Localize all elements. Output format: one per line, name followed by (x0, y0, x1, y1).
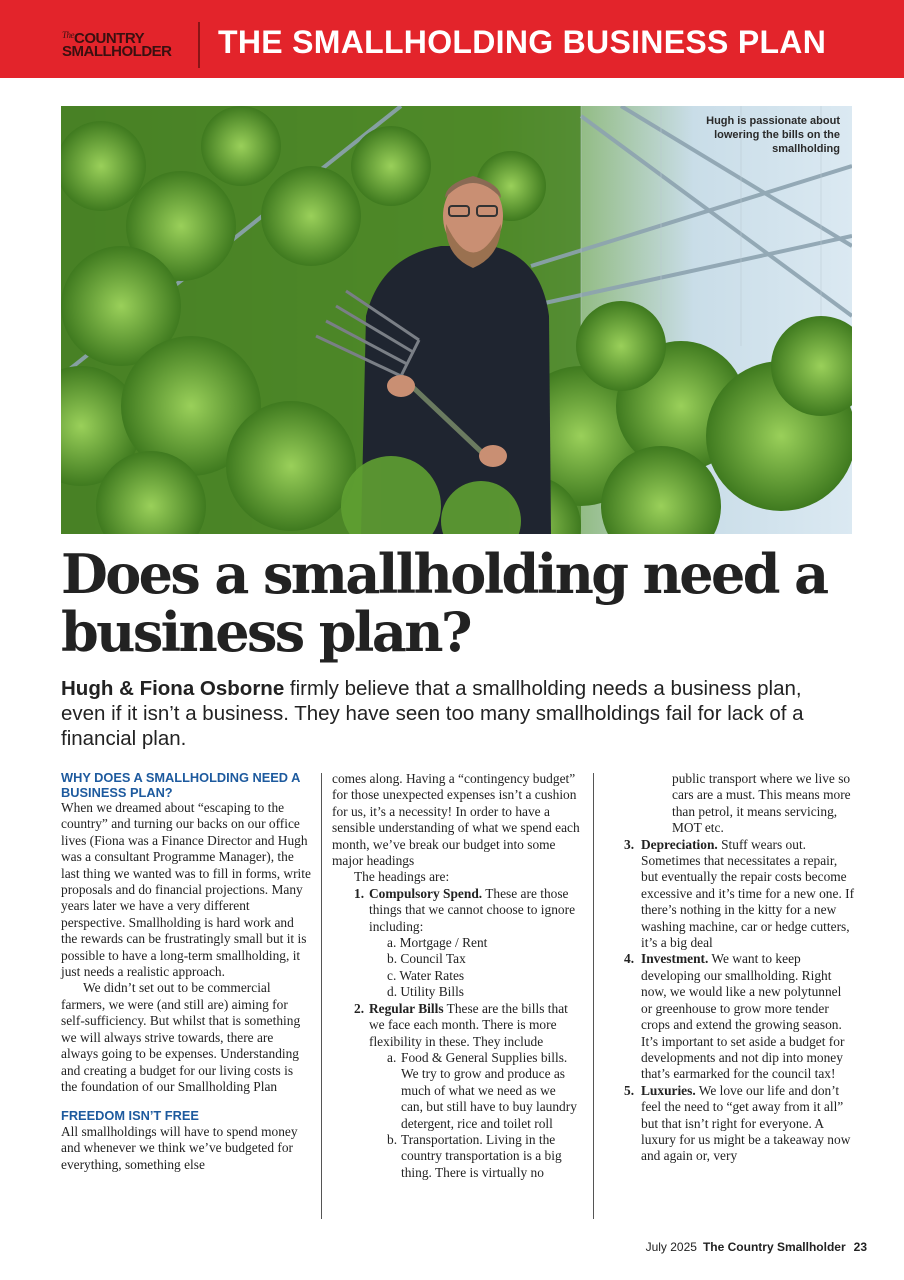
logo-the: The (62, 30, 74, 40)
issue-date: July 2025 (645, 1240, 697, 1254)
photo-illustration (61, 106, 852, 534)
list-item-compulsory (332, 886, 580, 935)
column-3 (624, 771, 855, 1165)
sub-list-item: d. Utility Bills (387, 984, 465, 1000)
list-number: 4. (624, 951, 635, 967)
paragraph: comes along. Having a “contingency budget” for those unexpected expenses isn’t a cushion for us, it’s a necessity! In order to have a sensible understanding of what we spend each month, we’ve break our budget into some major headings (332, 771, 580, 869)
sub-list-letter: a. (387, 1049, 397, 1065)
subhead-freedom: FREEDOM ISN’T FREE (61, 1108, 199, 1124)
hero-photo (61, 106, 852, 534)
list-item-text: Stuff wears out. Sometimes that necessitates a repair, but eventually the repair costs become excessive and it’s time for a new one. If there’s nothing in the kitty for a new washing machine, car or hedge cutters, it’s a big deal (641, 836, 855, 951)
list-item-title: Regular Bills (369, 1000, 444, 1016)
paragraph: All smallholdings will have to spend money and whenever we think we’ve budgeted for everything, something else (61, 1123, 298, 1172)
sub-list-item: b. Council Tax (387, 951, 466, 967)
list-item-text: We want to keep developing our smallholding. Right now, we would like a new polytunnel or greenhouse to grow more tender crops and extend the growing season. It’s important to set aside a budget for developments and not dip into money that’s earmarked for the council tax! (641, 951, 845, 1082)
logo-line-1: COUNTRY (74, 30, 145, 47)
list-item-luxuries (624, 1082, 855, 1165)
standfirst-authors: Hugh & Fiona Osborne (61, 677, 285, 700)
header-divider (198, 22, 200, 68)
standfirst-text: firmly believe that a smallholding needs a business plan, even if it isn’t a business. They have seen too many smallholdings fail for lack of a financial plan. (61, 677, 804, 750)
logo-line-2: SMALLHOLDER (62, 43, 172, 60)
list-item-text: These are those things that we cannot choose to ignore including: (369, 885, 576, 934)
column-rule (321, 773, 322, 1219)
list-number: 5. (624, 1082, 635, 1098)
sub-list-letter: b. (387, 1131, 398, 1147)
subhead-why: WHY DOES A SMALLHOLDING NEED A BUSINESS PLAN? (61, 770, 300, 800)
sub-list-item-food (332, 1050, 580, 1132)
list-item-title: Investment. (641, 951, 709, 967)
column-2 (332, 771, 580, 1181)
list-number: 2. (354, 1000, 365, 1016)
photo-caption: Hugh is passionate about lowering the bills on the smallholding (706, 115, 840, 155)
list-item-depreciation (624, 836, 855, 952)
section-title: THE SMALLHOLDING BUSINESS PLAN (218, 24, 827, 60)
sub-list-text: Food & General Supplies bills. We try to grow and produce as much of what we need as we can, but still have to buy laundry detergent, rice and toilet roll (401, 1049, 577, 1131)
list-number: 3. (624, 836, 635, 852)
list-item-title: Depreciation. (641, 836, 718, 852)
paragraph: We didn’t set out to be commercial farmers, we were (and still are) aiming for self-sufficiency. But whilst that is something we will always strive towards, there are always going to be expenses. Understanding and creating a budget for our living costs is the foundation of our Smallholding Plan (61, 980, 301, 1094)
list-item-text: These are the bills that we face each month. There is more flexibility in these. They include (369, 1000, 568, 1049)
list-item-title: Luxuries. (641, 1082, 696, 1098)
magazine-logo (62, 32, 182, 58)
page-number: 23 (853, 1240, 867, 1254)
article-headline: Does a smallholding need a business plan? (61, 542, 827, 664)
page-footer (646, 1240, 867, 1254)
sub-list-item: a. Mortgage / Rent (387, 935, 488, 951)
list-item-text: We love our life and don’t feel the need to “get away from it all” but that isn’t right for everyone. A luxury for us might be a takeaway now and again or, very (641, 1082, 851, 1164)
column-1 (61, 771, 311, 1173)
list-item-title: Compulsory Spend. (369, 885, 483, 901)
article-standfirst (61, 676, 851, 751)
list-item-investment (624, 951, 855, 1082)
sub-list-item-transport (332, 1132, 580, 1181)
sub-list-text: Transportation. Living in the country transportation is a big thing. There is virtually no (401, 1131, 562, 1180)
paragraph: The headings are: (354, 869, 450, 885)
paragraph: When we dreamed about “escaping to the country” and turning our backs on our office lives (Fiona was a Finance Director and Hugh was a consultant Programme Manager), the last thing we wanted was to fill in forms, write proposals and do financial projections. Many years later we have a very different perspective. Smallholding is hard work and the rewards can be frustratingly small but it is possible to have a long-term smallholding, it just needs a realistic approach. (61, 800, 311, 980)
sub-list-item: c. Water Rates (387, 967, 465, 983)
magazine-name: The Country Smallholder (702, 1240, 846, 1254)
list-item-regular-bills (332, 1001, 580, 1050)
column-rule (593, 773, 594, 1219)
paragraph-continued: public transport where we live so cars are a must. This means more than petrol, it means servicing, MOT etc. (672, 771, 851, 836)
list-number: 1. (354, 885, 365, 901)
